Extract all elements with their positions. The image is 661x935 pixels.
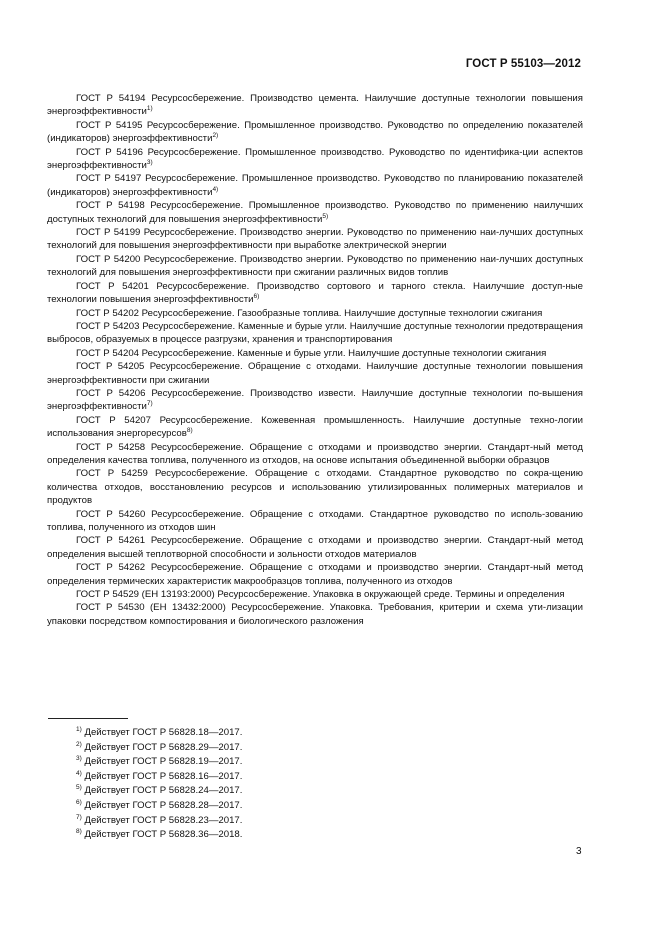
footnote: $^{6)}$ Действует ГОСТ Р 56828.28—2017. <box>76 798 243 811</box>
reference-entry: ГОСТ Р 54205 Ресурсосбережение. Обращение с отходами. Наилучшие доступные технологии повышения энергоэффективности при сжигании <box>47 361 583 386</box>
reference-entry: ГОСТ Р 54259 Ресурсосбережение. Обращение с отходами. Стандартное руководство по сокра-щению количества отходов, восстановлению ресурсов и использованию утилизированных полимерных материалов и продуктов <box>47 468 583 507</box>
reference-entry: ГОСТ Р 54200 Ресурсосбережение. Производство энергии. Руководство по применению наи-лучших доступных технологий для повышения энергоэффективности при сжигании различных видов топлив <box>47 253 583 279</box>
footnote: $^{7)}$ Действует ГОСТ Р 56828.23—2017. <box>76 813 243 826</box>
reference-entry: ГОСТ Р 54262 Ресурсосбережение. Обращение с отходами и производство энергии. Стандарт-ный метод определения термических характеристик макрообразцов топлива, полученного из отходов <box>47 562 583 587</box>
reference-entry: ГОСТ Р 54206 Ресурсосбережение. Производство извести. Наилучшие доступные технологии по-вышения энергоэффективности$^{7)}$ <box>47 387 583 413</box>
reference-entry: ГОСТ Р 54258 Ресурсосбережение. Обращение с отходами и производство энергии. Стандарт-ный метод определения качества топлива, полученного из отходов, на основе испытания объединенной выборки образцов <box>47 441 583 466</box>
footnote-ref[interactable]: 5) <box>322 212 329 220</box>
reference-entry: ГОСТ Р 54202 Ресурсосбережение. Газообразные топлива. Наилучшие доступные технологии сжигания <box>76 307 543 319</box>
footnote-ref[interactable]: 4) <box>212 185 219 193</box>
footnote: $^{8)}$ Действует ГОСТ Р 56828.36—2018. <box>76 828 243 841</box>
footnote-ref[interactable]: 1) <box>146 105 153 113</box>
footnote-ref[interactable]: 6) <box>253 293 260 301</box>
document-header: ГОСТ Р 55103—2012 <box>465 58 581 70</box>
reference-entry: ГОСТ Р 54530 (ЕН 13432:2000) Ресурсосбережение. Упаковка. Требования, критерии и схема ути-лизации упаковки посредством компостирования и биологического разложения <box>47 602 583 627</box>
reference-entry: ГОСТ Р 54201 Ресурсосбережение. Производство сортового и тарного стекла. Наилучшие доступ-ные технологии повышения энергоэффективности$^{6)}$ <box>47 280 583 306</box>
footnote: $^{1)}$ Действует ГОСТ Р 56828.18—2017. <box>76 726 243 738</box>
reference-entry: ГОСТ Р 54196 Ресурсосбережение. Промышленное производство. Руководство по идентифика-ции аспектов энергоэффективности$^{3)}$ <box>47 146 583 172</box>
reference-entry: ГОСТ Р 54207 Ресурсосбережение. Кожевенная промышленность. Наилучшие доступные техно-логии использования энергоресурсов$^{8)}$ <box>47 414 583 440</box>
footnote-ref[interactable]: 7) <box>146 400 153 408</box>
footnote-ref[interactable]: 3) <box>146 159 153 167</box>
footnote-mark: 2) <box>76 740 82 748</box>
footnote-mark: 7) <box>76 813 82 821</box>
footnote-mark: 4) <box>76 769 82 777</box>
page-number: 3 <box>576 846 582 857</box>
footnote: $^{4)}$ Действует ГОСТ Р 56828.16—2017. <box>76 769 243 782</box>
reference-entry: ГОСТ Р 54198 Ресурсосбережение. Промышленное производство. Руководство по применению наилучших доступных технологий для повышения энергоэффективности$^{5)}$ <box>47 200 583 225</box>
footnotes <box>76 726 242 843</box>
footnote-divider <box>48 718 128 719</box>
reference-entry: ГОСТ Р 54204 Ресурсосбережение. Каменные и бурые угли. Наилучшие доступные технологии сжигания <box>76 347 547 359</box>
reference-entry: ГОСТ Р 54260 Ресурсосбережение. Обращение с отходами. Стандартное руководство по исполь-зованию топлива, полученного из отходов шин <box>47 508 583 533</box>
reference-entry: ГОСТ Р 54197 Ресурсосбережение. Промышленное производство. Руководство по планированию показателей (индикаторов) энергоэффективности$^{4)}$ <box>47 173 583 198</box>
reference-entry: ГОСТ Р 54261 Ресурсосбережение. Обращение с отходами и производство энергии. Стандарт-ный метод определения высшей теплотворной способности и зольности отходов материалов <box>47 535 583 560</box>
footnote-ref[interactable]: 8) <box>186 427 193 435</box>
footnote-mark: 1) <box>76 726 82 733</box>
reference-entry: ГОСТ Р 54199 Ресурсосбережение. Производство энергии. Руководство по применению наи-лучших доступных технологий для повышения энергоэффективности при выработке электрической энергии <box>47 227 583 252</box>
reference-list <box>47 92 583 628</box>
footnote-mark: 5) <box>76 784 82 792</box>
footnote: $^{5)}$ Действует ГОСТ Р 56828.24—2017. <box>76 784 243 797</box>
footnote-mark: 3) <box>76 755 82 763</box>
footnote: $^{3)}$ Действует ГОСТ Р 56828.19—2017. <box>76 755 243 768</box>
reference-entry: ГОСТ Р 54195 Ресурсосбережение. Промышленное производство. Руководство по определению показателей (индикаторов) энергоэффективности$^{2)}$ <box>47 119 583 145</box>
reference-entry: ГОСТ Р 54194 Ресурсосбережение. Производство цемента. Наилучшие доступные технологии повышения энергоэффективности$^{1)}$ <box>47 93 583 118</box>
reference-entry: ГОСТ Р 54203 Ресурсосбережение. Каменные и бурые угли. Наилучшие доступные технологии предотвращения выбросов, образуемых в процессе разгрузки, хранения и транспортирования <box>47 320 583 346</box>
reference-entry: ГОСТ Р 54529 (ЕН 13193:2000) Ресурсосбережение. Упаковка в окружающей среде. Термины и определения <box>76 589 565 601</box>
footnote: $^{2)}$ Действует ГОСТ Р 56828.29—2017. <box>76 740 243 753</box>
footnote-mark: 6) <box>76 798 82 806</box>
footnote-mark: 8) <box>76 828 82 836</box>
footnote-ref[interactable]: 2) <box>212 132 219 140</box>
